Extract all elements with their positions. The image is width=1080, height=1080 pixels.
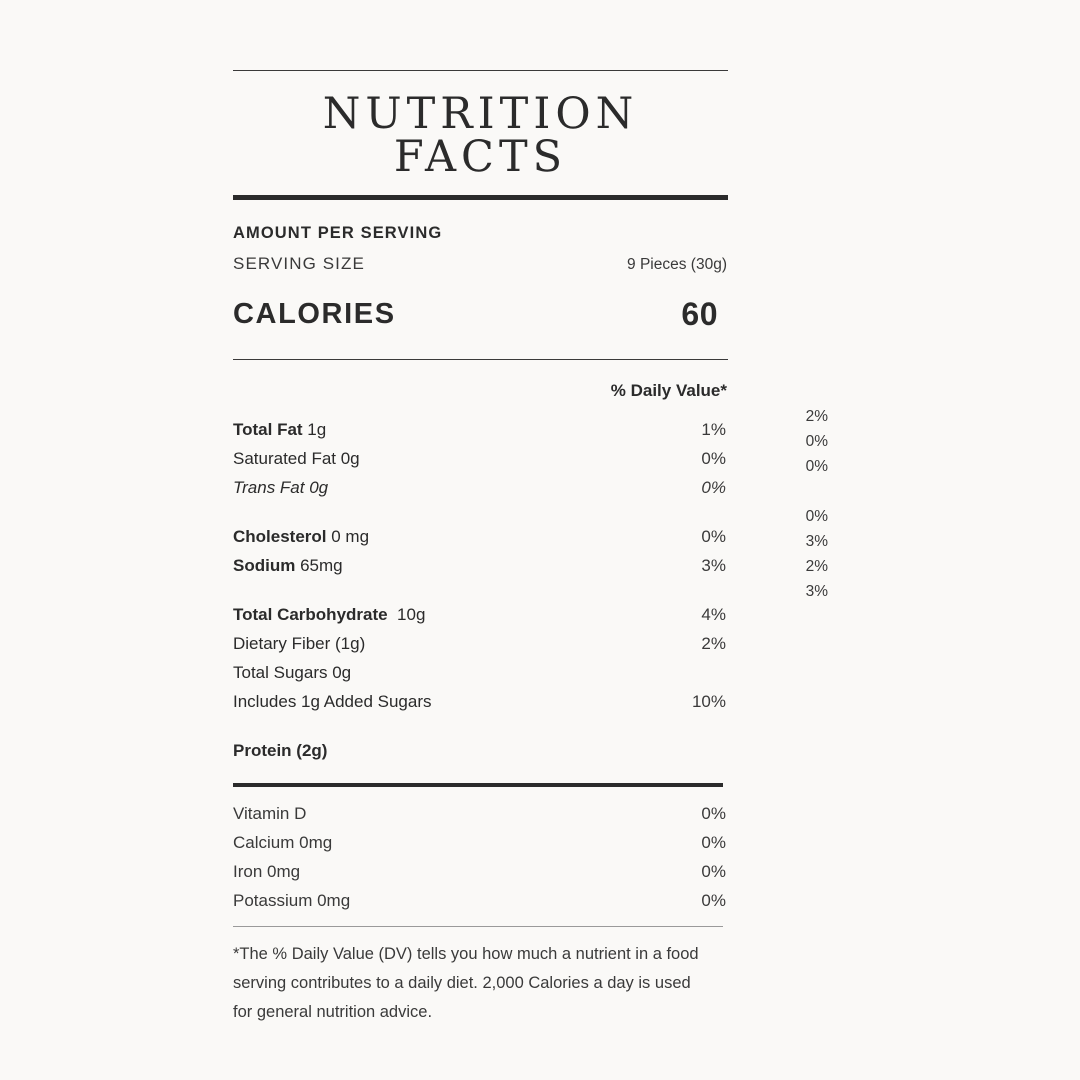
vitamins-divider <box>233 783 723 787</box>
nutrient-daily-value: 1% <box>701 420 726 439</box>
nutrient-amount: 1g <box>302 420 327 439</box>
nutrient-row <box>233 473 728 502</box>
side-percent-value: 3% <box>805 533 828 550</box>
side-percent-value: 2% <box>805 408 828 425</box>
nutrient-amount: 10g <box>387 605 426 624</box>
vitamin-name: Potassium 0mg <box>233 891 351 910</box>
nutrient-amount: 0 mg <box>326 527 370 546</box>
side-percent-value: 0% <box>805 433 828 450</box>
side-percent-spacer <box>788 479 828 504</box>
nutrient-label: Cholesterol <box>233 527 327 546</box>
side-percent-value: 3% <box>805 583 828 600</box>
nutrient-label: Trans Fat 0g <box>233 478 329 497</box>
title-divider <box>233 195 728 200</box>
nutrient-name <box>233 629 365 658</box>
nutrient-name <box>233 551 343 580</box>
nutrient-label: Includes 1g Added Sugars <box>233 692 432 711</box>
nutrient-label: Total Carbohydrate <box>233 605 388 624</box>
vitamin-name: Vitamin D <box>233 804 307 823</box>
vitamin-daily-value: 0% <box>701 804 726 823</box>
nutrient-row <box>233 600 728 629</box>
nutrient-row <box>233 658 728 687</box>
nutrient-label: Dietary Fiber (1g) <box>233 634 366 653</box>
vitamin-row <box>233 857 728 886</box>
serving-size-value: 9 Pieces (30g) <box>627 256 727 273</box>
vitamin-daily-value: 0% <box>701 833 726 852</box>
side-percent-value: 0% <box>805 458 828 475</box>
vitamin-name: Calcium 0mg <box>233 833 333 852</box>
nutrient-daily-value: 0% <box>701 527 726 546</box>
footnote-text: *The % Daily Value (DV) tells you how much a nutrient in a food serving contributes to a daily diet. 2,000 Calories a day is used for general nutrition advice. <box>233 945 699 1021</box>
serving-size-row <box>233 254 728 274</box>
nutrient-daily-value: 10% <box>691 692 726 711</box>
nutrient-row <box>233 687 728 716</box>
nutrient-label: Sodium <box>233 556 296 575</box>
vitamin-daily-value: 0% <box>701 891 726 910</box>
nutrient-row <box>233 444 728 473</box>
vitamin-list <box>233 799 728 915</box>
nutrient-list <box>233 415 728 765</box>
nutrient-label: Protein (2g) <box>233 741 328 760</box>
nutrient-row <box>233 629 728 658</box>
nutrient-amount: 65mg <box>295 556 343 575</box>
nutrient-label: Total Sugars 0g <box>233 663 352 682</box>
vitamin-row <box>233 799 728 828</box>
calories-divider <box>233 359 728 360</box>
nutrient-label: Saturated Fat 0g <box>233 449 360 468</box>
amount-per-serving-label: AMOUNT PER SERVING <box>233 224 443 242</box>
calories-row <box>233 296 728 333</box>
nutrient-name <box>233 658 351 687</box>
calories-label: CALORIES <box>233 298 396 330</box>
nutrient-row <box>233 522 728 551</box>
nutrient-row <box>233 551 728 580</box>
nutrient-row <box>233 415 728 444</box>
nutrient-name <box>233 415 326 444</box>
vitamin-row <box>233 886 728 915</box>
nutrient-label: Total Fat <box>233 420 303 439</box>
side-percent-value: 2% <box>805 558 828 575</box>
nutrient-name <box>233 736 327 765</box>
footnote-divider <box>233 926 723 927</box>
page-title: NUTRITION FACTS <box>322 89 639 182</box>
nutrient-daily-value: 0% <box>701 449 726 468</box>
side-percent-value: 0% <box>805 508 828 525</box>
nutrient-daily-value: 2% <box>701 634 726 653</box>
nutrient-name <box>233 473 328 502</box>
side-percent-column <box>788 404 828 604</box>
nutrient-name <box>233 444 360 473</box>
vitamin-daily-value: 0% <box>701 862 726 881</box>
calories-value: 60 <box>681 296 718 332</box>
nutrient-daily-value: 4% <box>701 605 726 624</box>
nutrient-row <box>233 736 728 765</box>
serving-size-label: SERVING SIZE <box>233 254 365 273</box>
nutrition-facts-label <box>233 70 728 1027</box>
nutrient-name <box>233 600 425 629</box>
vitamin-name: Iron 0mg <box>233 862 301 881</box>
nutrient-name <box>233 687 431 716</box>
vitamin-row <box>233 828 728 857</box>
nutrient-name <box>233 522 369 551</box>
nutrient-daily-value: 3% <box>701 556 726 575</box>
nutrient-daily-value: 0% <box>701 478 726 497</box>
daily-value-heading: % Daily Value* <box>610 381 727 400</box>
